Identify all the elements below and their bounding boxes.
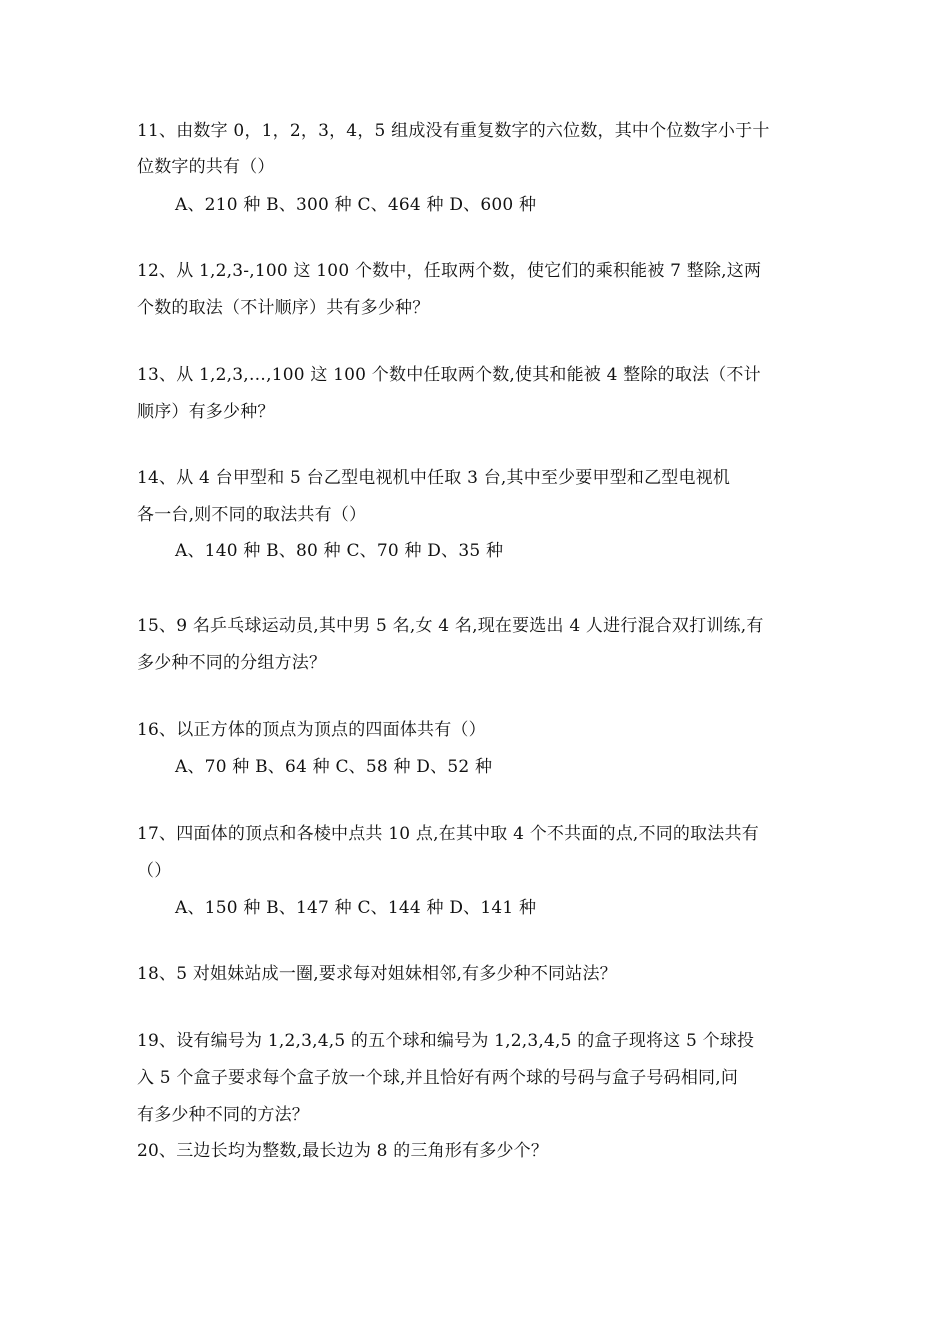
question-16-line-1: 16、以正方体的顶点为顶点的四面体共有（） — [137, 720, 486, 740]
question-19-line-3: 有多少种不同的方法？ — [137, 1105, 309, 1125]
question-13-line-1: 13、从 1,2,3,…,100 这 100 个数中任取两个数,使其和能被 4 整除的取法（不计 — [137, 365, 761, 385]
question-12-line-1: 12、从 1,2,3-,100 这 100 个数中，任取两个数，使它们的乘积能被 7 整除,这两 — [137, 261, 762, 281]
question-17-options: A、150 种 B、147 种 C、144 种 D、141 种 — [175, 898, 537, 918]
question-17-line-1: 17、四面体的顶点和各棱中点共 10 点,在其中取 4 个不共面的点,不同的取法共有 — [137, 824, 759, 844]
question-20-line-1: 20、三边长均为整数,最长边为 8 的三角形有多少个？ — [137, 1141, 549, 1161]
question-14-line-1: 14、从 4 台甲型和 5 台乙型电视机中任取 3 台,其中至少要甲型和乙型电视机 — [137, 468, 731, 488]
question-11-line-1: 11、由数字 0，1，2，3，4，5 组成没有重复数字的六位数，其中个位数字小于十 — [137, 121, 770, 141]
question-13-line-2: 顺序）有多少种？ — [137, 402, 275, 422]
question-16-options: A、70 种 B、64 种 C、58 种 D、52 种 — [175, 757, 493, 777]
question-19-line-1: 19、设有编号为 1,2,3,4,5 的五个球和编号为 1,2,3,4,5 的盒子现将这 5 个球投 — [137, 1031, 755, 1051]
question-12-line-2: 个数的取法（不计顺序）共有多少种？ — [137, 298, 430, 318]
question-14-options: A、140 种 B、80 种 C、70 种 D、35 种 — [175, 541, 504, 561]
question-19-line-2: 入 5 个盒子要求每个盒子放一个球,并且恰好有两个球的号码与盒子号码相同,问 — [137, 1068, 739, 1088]
question-18-line-1: 18、5 对姐妹站成一圈,要求每对姐妹相邻,有多少种不同站法？ — [137, 964, 617, 984]
question-11-line-2: 位数字的共有（） — [137, 157, 275, 177]
question-15-line-2: 多少种不同的分组方法？ — [137, 653, 327, 673]
question-11-options: A、210 种 B、300 种 C、464 种 D、600 种 — [175, 195, 537, 215]
question-15-line-1: 15、9 名乒乓球运动员,其中男 5 名,女 4 名,现在要选出 4 人进行混合双打训练,有 — [137, 616, 764, 636]
question-14-line-2: 各一台,则不同的取法共有（） — [137, 505, 367, 525]
question-17-line-2: （） — [137, 861, 172, 881]
